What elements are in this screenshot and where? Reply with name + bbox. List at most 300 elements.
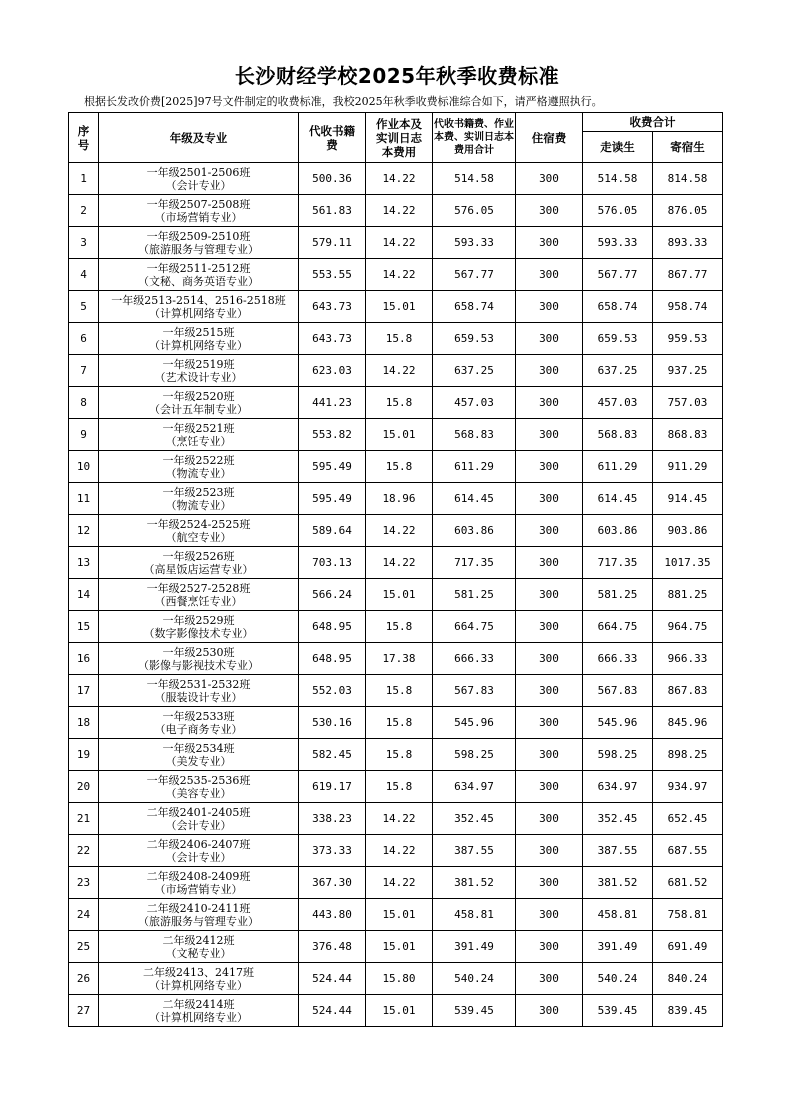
subtotal-fee: 611.29 <box>433 451 516 483</box>
grade-label: 二年级2410-2411班 <box>146 901 251 915</box>
grade-label: 一年级2524-2525班 <box>146 517 251 531</box>
day-student-total: 568.83 <box>583 419 653 451</box>
lodging-fee: 300 <box>516 483 583 515</box>
grade-major-cell <box>99 643 299 675</box>
boarding-student-total: 868.83 <box>653 419 723 451</box>
boarding-student-total: 876.05 <box>653 195 723 227</box>
major-label: （西餐烹饪专业） <box>154 594 243 608</box>
major-label: （旅游服务与管理专业） <box>138 914 259 928</box>
grade-major-cell <box>99 259 299 291</box>
day-student-total: 387.55 <box>583 835 653 867</box>
major-label: （文秘专业） <box>165 946 232 960</box>
day-student-total: 352.45 <box>583 803 653 835</box>
day-student-total: 567.83 <box>583 675 653 707</box>
table-row <box>69 995 723 1027</box>
boarding-student-total: 937.25 <box>653 355 723 387</box>
subtotal-fee: 598.25 <box>433 739 516 771</box>
grade-major-cell <box>99 483 299 515</box>
day-student-total: 659.53 <box>583 323 653 355</box>
subtotal-fee: 387.55 <box>433 835 516 867</box>
boarding-student-total: 959.53 <box>653 323 723 355</box>
grade-label: 一年级2529班 <box>162 613 235 627</box>
lodging-fee: 300 <box>516 259 583 291</box>
row-number: 4 <box>69 259 99 291</box>
subtotal-fee: 659.53 <box>433 323 516 355</box>
row-number: 19 <box>69 739 99 771</box>
grade-major-cell <box>99 771 299 803</box>
lodging-fee: 300 <box>516 579 583 611</box>
books-fee: 553.82 <box>299 419 366 451</box>
grade-label: 一年级2522班 <box>162 453 235 467</box>
row-number: 24 <box>69 899 99 931</box>
row-number: 2 <box>69 195 99 227</box>
day-student-total: 603.86 <box>583 515 653 547</box>
books-fee: 376.48 <box>299 931 366 963</box>
day-student-total: 576.05 <box>583 195 653 227</box>
row-number: 23 <box>69 867 99 899</box>
row-number: 17 <box>69 675 99 707</box>
grade-label: 一年级2523班 <box>162 485 235 499</box>
grade-label: 一年级2509-2510班 <box>146 229 251 243</box>
lodging-fee: 300 <box>516 963 583 995</box>
boarding-student-total: 966.33 <box>653 643 723 675</box>
lodging-fee: 300 <box>516 931 583 963</box>
workbook-fee: 14.22 <box>366 835 433 867</box>
workbook-fee: 14.22 <box>366 803 433 835</box>
subtotal-fee: 539.45 <box>433 995 516 1027</box>
day-student-total: 539.45 <box>583 995 653 1027</box>
books-fee: 595.49 <box>299 451 366 483</box>
lodging-fee: 300 <box>516 451 583 483</box>
workbook-fee: 15.8 <box>366 451 433 483</box>
fee-table <box>68 112 723 1027</box>
grade-major-cell <box>99 899 299 931</box>
major-label: （市场营销专业） <box>154 210 243 224</box>
grade-major-cell <box>99 611 299 643</box>
lodging-fee: 300 <box>516 867 583 899</box>
books-fee: 338.23 <box>299 803 366 835</box>
major-label: （物流专业） <box>165 466 232 480</box>
subtotal-fee: 352.45 <box>433 803 516 835</box>
boarding-student-total: 1017.35 <box>653 547 723 579</box>
subtotal-fee: 581.25 <box>433 579 516 611</box>
boarding-student-total: 839.45 <box>653 995 723 1027</box>
grade-label: 一年级2507-2508班 <box>146 197 251 211</box>
boarding-student-total: 881.25 <box>653 579 723 611</box>
books-fee: 524.44 <box>299 995 366 1027</box>
grade-major-cell <box>99 931 299 963</box>
workbook-fee: 14.22 <box>366 227 433 259</box>
grade-major-cell <box>99 451 299 483</box>
grade-label: 一年级2526班 <box>162 549 235 563</box>
row-number: 5 <box>69 291 99 323</box>
row-number: 6 <box>69 323 99 355</box>
boarding-student-total: 911.29 <box>653 451 723 483</box>
books-fee: 595.49 <box>299 483 366 515</box>
grade-major-cell <box>99 547 299 579</box>
workbook-fee: 14.22 <box>366 515 433 547</box>
table-header <box>69 113 723 163</box>
row-number: 11 <box>69 483 99 515</box>
table-row <box>69 707 723 739</box>
subtotal-fee: 666.33 <box>433 643 516 675</box>
major-label: （影像与影视技术专业） <box>138 658 259 672</box>
header-day-student: 走读生 <box>583 132 653 163</box>
boarding-student-total: 914.45 <box>653 483 723 515</box>
major-label: （数字影像技术专业） <box>143 626 254 640</box>
books-fee: 648.95 <box>299 611 366 643</box>
grade-label: 二年级2413、2417班 <box>143 965 254 979</box>
major-label: （会计专业） <box>165 850 232 864</box>
lodging-fee: 300 <box>516 323 583 355</box>
day-student-total: 598.25 <box>583 739 653 771</box>
table-row <box>69 931 723 963</box>
major-label: （高星饭店运营专业） <box>143 562 254 576</box>
major-label: （旅游服务与管理专业） <box>138 242 259 256</box>
workbook-fee: 15.01 <box>366 419 433 451</box>
grade-label: 一年级2501-2506班 <box>146 165 251 179</box>
day-student-total: 593.33 <box>583 227 653 259</box>
day-student-total: 391.49 <box>583 931 653 963</box>
table-row <box>69 963 723 995</box>
day-student-total: 514.58 <box>583 163 653 195</box>
lodging-fee: 300 <box>516 227 583 259</box>
subtotal-fee: 381.52 <box>433 867 516 899</box>
table-row <box>69 803 723 835</box>
major-label: （美发专业） <box>165 754 232 768</box>
subtotal-fee: 545.96 <box>433 707 516 739</box>
lodging-fee: 300 <box>516 675 583 707</box>
workbook-fee: 17.38 <box>366 643 433 675</box>
day-student-total: 664.75 <box>583 611 653 643</box>
workbook-fee: 14.22 <box>366 195 433 227</box>
books-fee: 579.11 <box>299 227 366 259</box>
books-fee: 582.45 <box>299 739 366 771</box>
header-subtotal: 代收书籍费、作业本费、实训日志本费用合计 <box>433 113 516 163</box>
lodging-fee: 300 <box>516 195 583 227</box>
grade-major-cell <box>99 355 299 387</box>
major-label: （计算机网络专业） <box>149 306 248 320</box>
workbook-fee: 15.8 <box>366 323 433 355</box>
grade-label: 一年级2530班 <box>162 645 235 659</box>
boarding-student-total: 958.74 <box>653 291 723 323</box>
row-number: 15 <box>69 611 99 643</box>
grade-major-cell <box>99 739 299 771</box>
subtotal-fee: 391.49 <box>433 931 516 963</box>
workbook-fee: 15.01 <box>366 291 433 323</box>
grade-label: 一年级2527-2528班 <box>146 581 251 595</box>
table-row <box>69 483 723 515</box>
subtotal-fee: 658.74 <box>433 291 516 323</box>
major-label: （市场营销专业） <box>154 882 243 896</box>
header-no: 序号 <box>69 113 99 163</box>
major-label: （文秘、商务英语专业） <box>138 274 259 288</box>
books-fee: 553.55 <box>299 259 366 291</box>
row-number: 14 <box>69 579 99 611</box>
table-row <box>69 739 723 771</box>
books-fee: 643.73 <box>299 291 366 323</box>
boarding-student-total: 814.58 <box>653 163 723 195</box>
lodging-fee: 300 <box>516 739 583 771</box>
major-label: （航空专业） <box>165 530 232 544</box>
grade-label: 一年级2511-2512班 <box>146 261 251 275</box>
major-label: （计算机网络专业） <box>149 1010 248 1024</box>
grade-major-cell <box>99 195 299 227</box>
table-row <box>69 835 723 867</box>
lodging-fee: 300 <box>516 291 583 323</box>
day-student-total: 634.97 <box>583 771 653 803</box>
table-row <box>69 771 723 803</box>
lodging-fee: 300 <box>516 387 583 419</box>
day-student-total: 717.35 <box>583 547 653 579</box>
row-number: 3 <box>69 227 99 259</box>
workbook-fee: 14.22 <box>366 259 433 291</box>
boarding-student-total: 867.83 <box>653 675 723 707</box>
subtotal-fee: 593.33 <box>433 227 516 259</box>
row-number: 26 <box>69 963 99 995</box>
grade-major-cell <box>99 323 299 355</box>
lodging-fee: 300 <box>516 899 583 931</box>
grade-major-cell <box>99 867 299 899</box>
grade-major-cell <box>99 419 299 451</box>
table-row <box>69 259 723 291</box>
lodging-fee: 300 <box>516 515 583 547</box>
boarding-student-total: 898.25 <box>653 739 723 771</box>
row-number: 7 <box>69 355 99 387</box>
table-row <box>69 355 723 387</box>
subtotal-fee: 540.24 <box>433 963 516 995</box>
grade-major-cell <box>99 803 299 835</box>
grade-major-cell <box>99 579 299 611</box>
day-student-total: 458.81 <box>583 899 653 931</box>
header-lodging: 住宿费 <box>516 113 583 163</box>
day-student-total: 581.25 <box>583 579 653 611</box>
row-number: 9 <box>69 419 99 451</box>
boarding-student-total: 840.24 <box>653 963 723 995</box>
table-row <box>69 227 723 259</box>
day-student-total: 457.03 <box>583 387 653 419</box>
books-fee: 703.13 <box>299 547 366 579</box>
table-row <box>69 867 723 899</box>
table-row <box>69 291 723 323</box>
subtotal-fee: 514.58 <box>433 163 516 195</box>
grade-label: 一年级2535-2536班 <box>146 773 251 787</box>
books-fee: 530.16 <box>299 707 366 739</box>
subtotal-fee: 458.81 <box>433 899 516 931</box>
subtotal-fee: 568.83 <box>433 419 516 451</box>
row-number: 16 <box>69 643 99 675</box>
workbook-fee: 14.22 <box>366 355 433 387</box>
table-row <box>69 611 723 643</box>
workbook-fee: 15.8 <box>366 739 433 771</box>
row-number: 21 <box>69 803 99 835</box>
books-fee: 643.73 <box>299 323 366 355</box>
workbook-fee: 15.8 <box>366 771 433 803</box>
row-number: 25 <box>69 931 99 963</box>
grade-label: 二年级2406-2407班 <box>146 837 251 851</box>
lodging-fee: 300 <box>516 995 583 1027</box>
boarding-student-total: 681.52 <box>653 867 723 899</box>
day-student-total: 614.45 <box>583 483 653 515</box>
day-student-total: 381.52 <box>583 867 653 899</box>
lodging-fee: 300 <box>516 803 583 835</box>
major-label: （物流专业） <box>165 498 232 512</box>
major-label: （电子商务专业） <box>154 722 243 736</box>
header-total: 收费合计 <box>583 113 723 132</box>
header-books: 代收书籍费 <box>299 113 366 163</box>
grade-major-cell <box>99 675 299 707</box>
grade-label: 一年级2533班 <box>162 709 235 723</box>
table-row <box>69 579 723 611</box>
grade-label: 一年级2515班 <box>162 325 235 339</box>
books-fee: 373.33 <box>299 835 366 867</box>
boarding-student-total: 758.81 <box>653 899 723 931</box>
grade-label: 二年级2401-2405班 <box>146 805 251 819</box>
grade-label: 二年级2412班 <box>162 933 235 947</box>
day-student-total: 540.24 <box>583 963 653 995</box>
table-row <box>69 323 723 355</box>
row-number: 13 <box>69 547 99 579</box>
table-row <box>69 515 723 547</box>
day-student-total: 545.96 <box>583 707 653 739</box>
subtotal-fee: 567.83 <box>433 675 516 707</box>
books-fee: 500.36 <box>299 163 366 195</box>
day-student-total: 658.74 <box>583 291 653 323</box>
lodging-fee: 300 <box>516 643 583 675</box>
workbook-fee: 15.01 <box>366 931 433 963</box>
header-grade: 年级及专业 <box>99 113 299 163</box>
row-number: 20 <box>69 771 99 803</box>
subtotal-fee: 717.35 <box>433 547 516 579</box>
table-body <box>69 163 723 1027</box>
workbook-fee: 15.01 <box>366 579 433 611</box>
grade-major-cell <box>99 707 299 739</box>
lodging-fee: 300 <box>516 419 583 451</box>
lodging-fee: 300 <box>516 835 583 867</box>
table-row <box>69 387 723 419</box>
boarding-student-total: 687.55 <box>653 835 723 867</box>
grade-major-cell <box>99 227 299 259</box>
boarding-student-total: 964.75 <box>653 611 723 643</box>
major-label: （美容专业） <box>165 786 232 800</box>
boarding-student-total: 845.96 <box>653 707 723 739</box>
page-title: 长沙财经学校2025年秋季收费标准 <box>234 64 560 88</box>
row-number: 8 <box>69 387 99 419</box>
workbook-fee: 14.22 <box>366 163 433 195</box>
subtotal-fee: 567.77 <box>433 259 516 291</box>
grade-label: 一年级2513-2514、2516-2518班 <box>111 293 286 307</box>
subtotal-fee: 614.45 <box>433 483 516 515</box>
grade-label: 一年级2534班 <box>162 741 235 755</box>
books-fee: 552.03 <box>299 675 366 707</box>
workbook-fee: 15.01 <box>366 899 433 931</box>
major-label: （计算机网络专业） <box>149 338 248 352</box>
major-label: （会计专业） <box>165 818 232 832</box>
grade-label: 一年级2521班 <box>162 421 235 435</box>
boarding-student-total: 934.97 <box>653 771 723 803</box>
row-number: 18 <box>69 707 99 739</box>
major-label: （计算机网络专业） <box>149 978 248 992</box>
lodging-fee: 300 <box>516 355 583 387</box>
subtotal-fee: 664.75 <box>433 611 516 643</box>
major-label: （会计专业） <box>165 178 232 192</box>
major-label: （艺术设计专业） <box>154 370 243 384</box>
table-row <box>69 163 723 195</box>
grade-label: 二年级2414班 <box>162 997 235 1011</box>
books-fee: 441.23 <box>299 387 366 419</box>
row-number: 1 <box>69 163 99 195</box>
table-row <box>69 419 723 451</box>
books-fee: 367.30 <box>299 867 366 899</box>
day-student-total: 637.25 <box>583 355 653 387</box>
workbook-fee: 15.8 <box>366 611 433 643</box>
subtotal-fee: 576.05 <box>433 195 516 227</box>
grade-major-cell <box>99 995 299 1027</box>
books-fee: 589.64 <box>299 515 366 547</box>
major-label: （烹饪专业） <box>165 434 232 448</box>
grade-major-cell <box>99 291 299 323</box>
boarding-student-total: 893.33 <box>653 227 723 259</box>
row-number: 22 <box>69 835 99 867</box>
major-label: （服装设计专业） <box>154 690 243 704</box>
boarding-student-total: 757.03 <box>653 387 723 419</box>
lodging-fee: 300 <box>516 611 583 643</box>
table-row <box>69 675 723 707</box>
major-label: （会计五年制专业） <box>149 402 248 416</box>
workbook-fee: 14.22 <box>366 867 433 899</box>
header-boarding-student: 寄宿生 <box>653 132 723 163</box>
day-student-total: 611.29 <box>583 451 653 483</box>
lodging-fee: 300 <box>516 707 583 739</box>
boarding-student-total: 652.45 <box>653 803 723 835</box>
day-student-total: 567.77 <box>583 259 653 291</box>
books-fee: 566.24 <box>299 579 366 611</box>
workbook-fee: 15.80 <box>366 963 433 995</box>
header-workbook: 作业本及实训日志本费用 <box>366 113 433 163</box>
lodging-fee: 300 <box>516 547 583 579</box>
row-number: 27 <box>69 995 99 1027</box>
workbook-fee: 15.8 <box>366 707 433 739</box>
table-row <box>69 643 723 675</box>
books-fee: 561.83 <box>299 195 366 227</box>
row-number: 12 <box>69 515 99 547</box>
grade-major-cell <box>99 515 299 547</box>
grade-label: 一年级2520班 <box>162 389 235 403</box>
subtotal-fee: 634.97 <box>433 771 516 803</box>
boarding-student-total: 903.86 <box>653 515 723 547</box>
grade-label: 一年级2531-2532班 <box>146 677 251 691</box>
books-fee: 524.44 <box>299 963 366 995</box>
table-row <box>69 195 723 227</box>
workbook-fee: 15.01 <box>366 995 433 1027</box>
subtotal-fee: 637.25 <box>433 355 516 387</box>
books-fee: 443.80 <box>299 899 366 931</box>
lodging-fee: 300 <box>516 163 583 195</box>
row-number: 10 <box>69 451 99 483</box>
boarding-student-total: 867.77 <box>653 259 723 291</box>
workbook-fee: 14.22 <box>366 547 433 579</box>
workbook-fee: 15.8 <box>366 675 433 707</box>
grade-major-cell <box>99 835 299 867</box>
boarding-student-total: 691.49 <box>653 931 723 963</box>
workbook-fee: 18.96 <box>366 483 433 515</box>
grade-major-cell <box>99 163 299 195</box>
lodging-fee: 300 <box>516 771 583 803</box>
table-row <box>69 899 723 931</box>
grade-major-cell <box>99 387 299 419</box>
books-fee: 619.17 <box>299 771 366 803</box>
books-fee: 648.95 <box>299 643 366 675</box>
